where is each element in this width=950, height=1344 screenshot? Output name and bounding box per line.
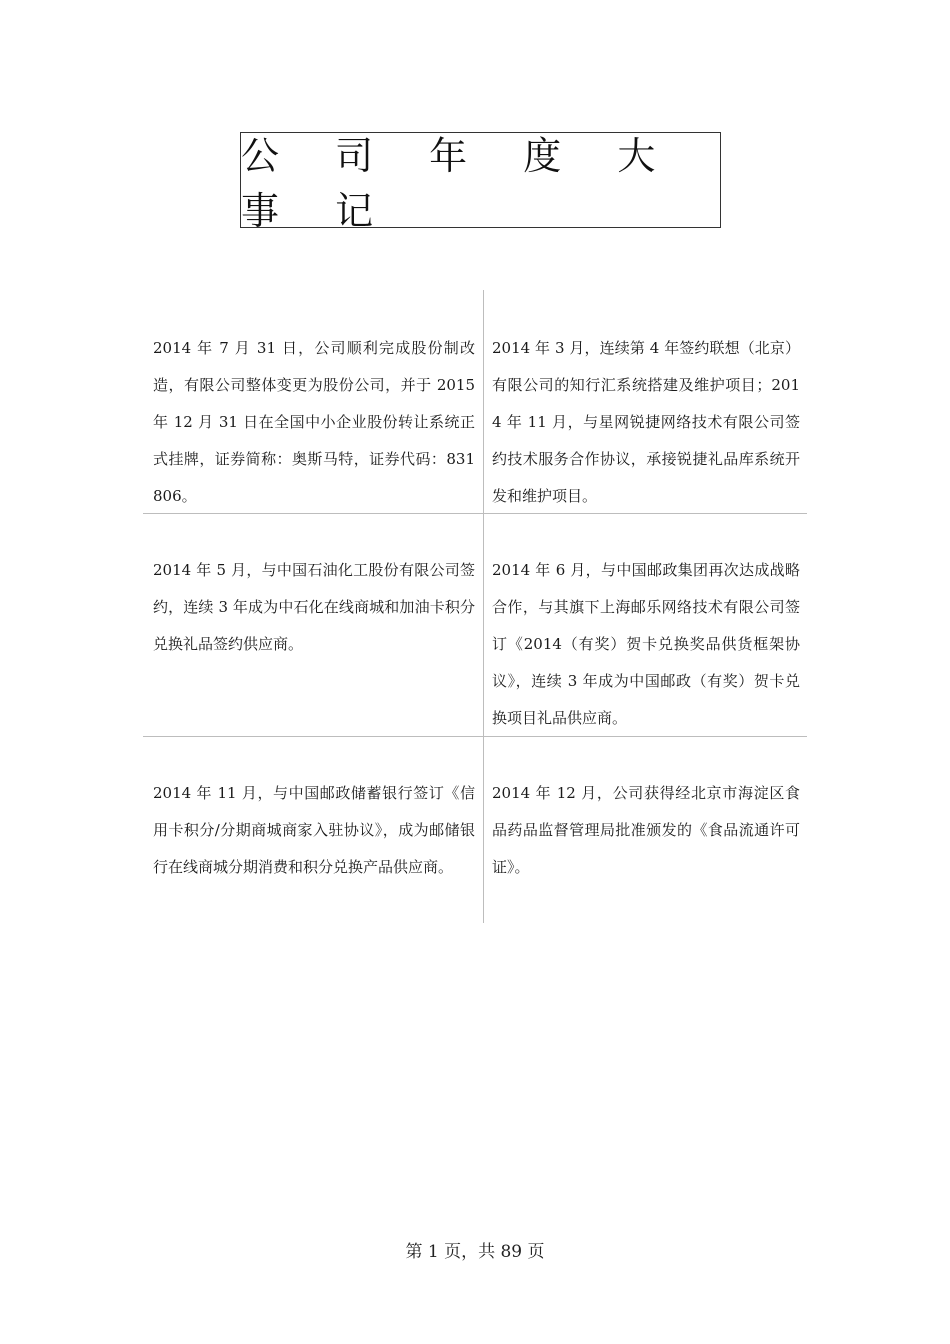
event-cell: 2014 年 6 月，与中国邮政集团再次达成战略合作，与其旗下上海邮乐网络技术有限公司签订《2014（有奖）贺卡兑换奖品供货框架协议》，连续 3 年成为中国邮政（有奖）贺卡兑换项目礼品供应商。 [492, 561, 800, 727]
page-title: 公 司 年 度 大 事 记 [241, 134, 678, 233]
event-cell: 2014 年 11 月，与中国邮政储蓄银行签订《信用卡积分/分期商城商家入驻协议》，成为邮储银行在线商城分期消费和积分兑换产品供应商。 [153, 784, 475, 876]
events-table [143, 290, 807, 923]
event-cell: 2014 年 3 月，连续第 4 年签约联想（北京）有限公司的知行汇系统搭建及维护项目；2014 年 11 月，与星网锐捷网络技术有限公司签约技术服务合作协议，承接锐捷礼品库系统开发和维护项目。 [492, 339, 800, 505]
table-row [143, 737, 807, 923]
event-cell: 2014 年 5 月，与中国石油化工股份有限公司签约，连续 3 年成为中石化在线商城和加油卡积分兑换礼品签约供应商。 [153, 561, 475, 653]
event-cell: 2014 年 7 月 31 日，公司顺利完成股份制改造，有限公司整体变更为股份公司，并于 2015 年 12 月 31 日在全国中小企业股份转让系统正式挂牌，证券简称：奥斯马特，证券代码：831806。 [153, 339, 475, 505]
table-row [143, 290, 807, 514]
table-row [143, 514, 807, 737]
event-cell: 2014 年 12 月，公司获得经北京市海淀区食品药品监督管理局批准颁发的《食品流通许可证》。 [492, 784, 800, 876]
title-box [240, 132, 721, 233]
page-number: 第 1 页，共 89 页 [405, 1242, 545, 1262]
